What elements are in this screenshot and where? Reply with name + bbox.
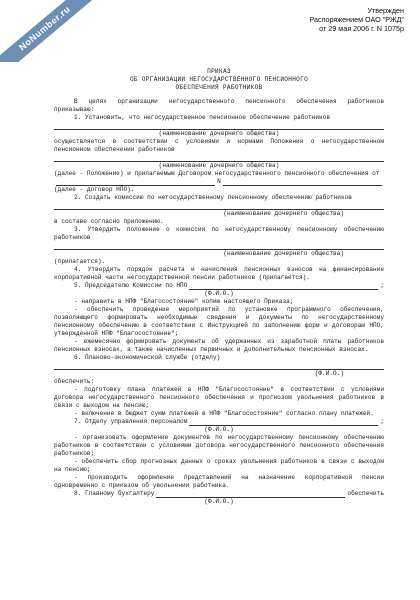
caption-daughter-company: (наименование дочернего общества) — [223, 210, 344, 217]
item-6-dash-1: - подготовку плана платежей в НПФ "Благосостояние" в соответствии с условиями договора негосударственного пенсионного обеспечения и прогнозом увольнения работников в связи с выходом на пенсию; — [54, 386, 384, 409]
blank-line — [54, 202, 384, 210]
caption-fio: (Ф.И.О.) — [204, 498, 234, 505]
item-8-text-b: обеспечить — [347, 490, 384, 497]
item-5-text: 5. Председателю Комиссии по НПО — [74, 282, 188, 289]
approval-line-1: Утвержден — [367, 6, 404, 15]
item-8-text: 8. Главному бухгалтеру — [74, 490, 155, 497]
caption-fio: (Ф.И.О.) — [204, 426, 234, 433]
item-2-text-b: в составе согласно приложению. — [54, 218, 164, 225]
item-7-dash-2: - обеспечить сбор прогнозных данных о сроках увольнения работников в связи с выходом на пенсию; — [54, 458, 384, 473]
item-1-text: 1. Установить, что негосударственное пенсионное обеспечение работников — [74, 114, 330, 121]
blank-line — [54, 122, 384, 130]
item-6-dash-2: - включение в бюджет сумм платежей в НПФ "Благосостояние" согласно плану платежей. — [74, 410, 374, 417]
watermark-text: NoNumber.ru — [0, 0, 108, 62]
blank-line — [54, 362, 384, 370]
intro-paragraph: В целях организации негосударственного пенсионного обеспечения работников приказываю: — [54, 98, 384, 113]
doc-title-line-3: ОБЕСПЕЧЕНИЯ РАБОТНИКОВ — [175, 84, 263, 91]
item-4-text: 4. Утвердить порядок расчета и начисления пенсионных взносов на финансирование корпоративной части негосударственной пенсии работников (прилагается). — [54, 266, 384, 281]
doc-title: ПРИКАЗ — [207, 68, 231, 75]
item-1-text-b: осуществляется в соответствии с условиями и нормами Положения о негосударственном пенсионном обеспечении работников — [54, 138, 384, 153]
caption-daughter-company: (наименование дочернего общества) — [223, 250, 344, 257]
caption-fio: (Ф.И.О.) — [204, 290, 234, 297]
approval-line-3: от 29 мая 2006 г. N 1075р — [319, 24, 404, 33]
item-5-dash-3: - ежемесячно формировать документы об удержанных из заработной платы работников пенсионных взносах, а также начисленных первичных и дополнительных пенсионных взносах. — [54, 338, 384, 353]
item-7-text: 7. Отделу управления персоналом — [74, 418, 188, 425]
blank-line — [54, 242, 384, 250]
item-6-text: 6. Планово-экономической службе (отделу) — [74, 354, 221, 361]
order-document — [54, 68, 384, 506]
doc-title-line-2: ОБ ОРГАНИЗАЦИИ НЕГОСУДАРСТВЕННОГО ПЕНСИОННОГО — [129, 76, 309, 83]
caption-daughter-company: (наименование дочернего общества) — [158, 130, 280, 137]
item-5-line: 5. Председателю Комиссии по НПО ; — [54, 282, 384, 290]
item-5-dash-2: - обеспечить проведение мероприятий по установке программного обеспечения, позволяющего формировать необходимые сведения и документы по негосударственному пенсионному обеспечению в соответствии с Инструкцией по заполнению форм и договорам НПО, утвержденной НПФ "Благосостояние"; — [54, 306, 384, 337]
caption-fio: (Ф.И.О.) — [314, 370, 344, 377]
number-sign: N — [217, 178, 221, 185]
approval-line-2: Распоряжением ОАО "РЖД" — [309, 15, 404, 24]
item-5-dash-1: - направить в НПФ "Благосостояние" копию настоящего Приказа; — [74, 298, 294, 305]
item-1-text-c: (далее - Положение) и прилагаемым Договором негосударственного пенсионного обеспечения от — [54, 170, 380, 177]
item-7-line: 7. Отделу управления персоналом ; — [54, 418, 384, 426]
item-7-dash-3: - производить оформление представлений на назначение корпоративной пенсии одновременно с приказом об увольнении работника. — [54, 474, 384, 489]
watermark — [0, 0, 108, 62]
item-1-text-d: (далее - договор НПО). — [54, 186, 135, 193]
item-3-text: 3. Утвердить положение о комиссии по негосударственному пенсионному обеспечению работников — [54, 226, 384, 241]
item-8-line — [54, 490, 384, 498]
caption-daughter-company: (наименование дочернего общества) — [158, 162, 280, 169]
item-6-text-b: обеспечить: — [54, 378, 95, 385]
blank-line — [54, 154, 384, 162]
item-7-dash-1: - организовать оформление документов по негосударственному пенсионному обеспечению работников в соответствии с условиями договора негосударственного пенсионного обеспечения работников; — [54, 434, 384, 457]
item-3-text-b: (прилагается). — [54, 258, 106, 265]
contract-number-line — [54, 178, 384, 186]
item-2-text: 2. Создать комиссию по негосударственному пенсионному обеспечению работников — [74, 194, 352, 201]
approval-stamp — [309, 6, 404, 33]
